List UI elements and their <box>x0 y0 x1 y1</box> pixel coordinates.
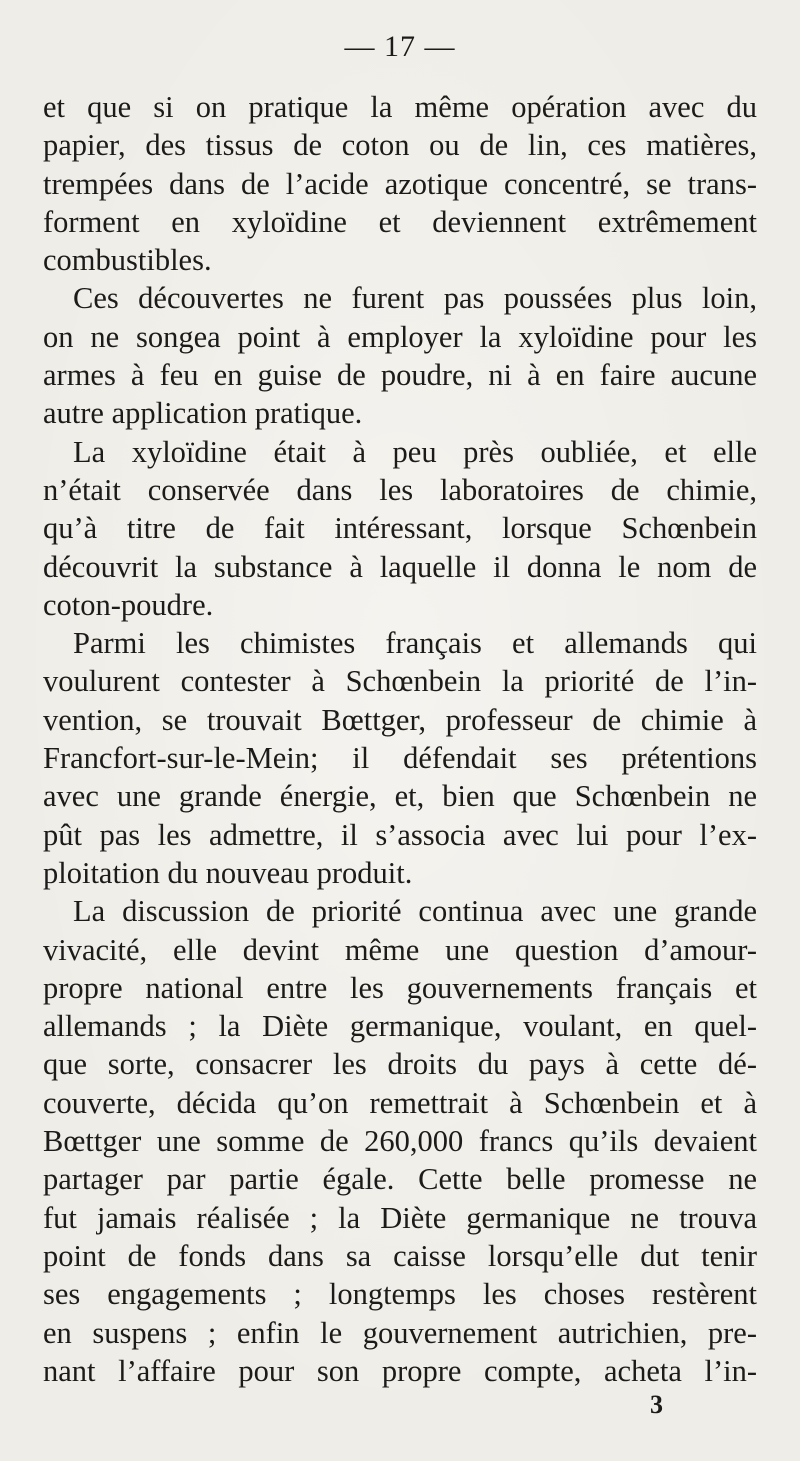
text-line: point de fonds dans sa caisse lorsqu’elle dut tenir <box>43 1238 757 1273</box>
text-line: avec une grande énergie, et, bien que Schœnbein ne <box>43 779 757 814</box>
paragraph <box>43 624 757 892</box>
text-line: vention, se trouvait Bœttger, professeur de chimie à <box>43 702 757 737</box>
text-line: nant l’affaire pour son propre compte, acheta l’in- <box>43 1353 757 1388</box>
text-line: Parmi les chimistes français et allemands qui <box>73 626 757 661</box>
paragraph <box>43 892 757 1390</box>
paragraph <box>43 279 757 432</box>
text-line: qu’à titre de fait intéressant, lorsque Schœnbein <box>43 511 757 546</box>
text-line: coton-poudre. <box>43 587 214 622</box>
text-line: ploitation du nouveau produit. <box>43 855 413 890</box>
text-line: La xyloïdine était à peu près oubliée, et elle <box>73 434 757 469</box>
text-line: Bœttger une somme de 260,000 francs qu’ils devaient <box>43 1124 757 1159</box>
text-line: pût pas les admettre, il s’associa avec lui pour l’ex- <box>43 817 757 852</box>
text-line: fut jamais réalisée ; la Diète germanique ne trouva <box>43 1200 757 1235</box>
text-line: La discussion de priorité continua avec une grande <box>73 894 757 929</box>
text-line: propre national entre les gouvernements français et <box>43 970 757 1005</box>
text-line: on ne songea point à employer la xyloïdine pour les <box>43 319 757 354</box>
text-line: Ces découvertes ne furent pas poussées plus loin, <box>73 281 757 316</box>
text-line: n’était conservée dans les laboratoires de chimie, <box>43 472 757 507</box>
text-line: Francfort-sur-le-Mein; il défendait ses prétentions <box>43 741 757 776</box>
signature-mark: 3 <box>650 1390 663 1419</box>
text-line: trempées dans de l’acide azotique concentré, se trans- <box>43 166 757 201</box>
text-line: et que si on pratique la même opération avec du <box>43 90 757 124</box>
body-text <box>43 88 757 1390</box>
text-line: autre application pratique. <box>43 396 363 431</box>
text-line: armes à feu en guise de poudre, ni à en faire aucune <box>43 358 757 393</box>
text-line: ses engagements ; longtemps les choses restèrent <box>43 1277 757 1312</box>
text-line: en suspens ; enfin le gouvernement autrichien, pre- <box>43 1315 757 1350</box>
text-line: combustibles. <box>43 243 212 278</box>
text-line: que sorte, consacrer les droits du pays à cette dé- <box>43 1047 757 1082</box>
paragraph <box>43 433 757 624</box>
page-number: — 17 — <box>344 30 456 63</box>
text-line: allemands ; la Diète germanique, voulant, en quel- <box>43 1009 757 1044</box>
text-line: couverte, décida qu’on remettrait à Schœnbein et à <box>43 1085 757 1120</box>
text-line: partager par partie égale. Cette belle promesse ne <box>43 1162 757 1197</box>
text-line: vivacité, elle devint même une question d’amour- <box>43 932 757 967</box>
text-line: découvrit la substance à laquelle il donna le nom de <box>43 549 757 584</box>
paragraph <box>43 88 757 279</box>
text-line: papier, des tissus de coton ou de lin, ces matières, <box>43 128 757 163</box>
text-line: voulurent contester à Schœnbein la priorité de l’in- <box>43 664 757 699</box>
text-line: forment en xyloïdine et deviennent extrêmement <box>43 204 757 239</box>
